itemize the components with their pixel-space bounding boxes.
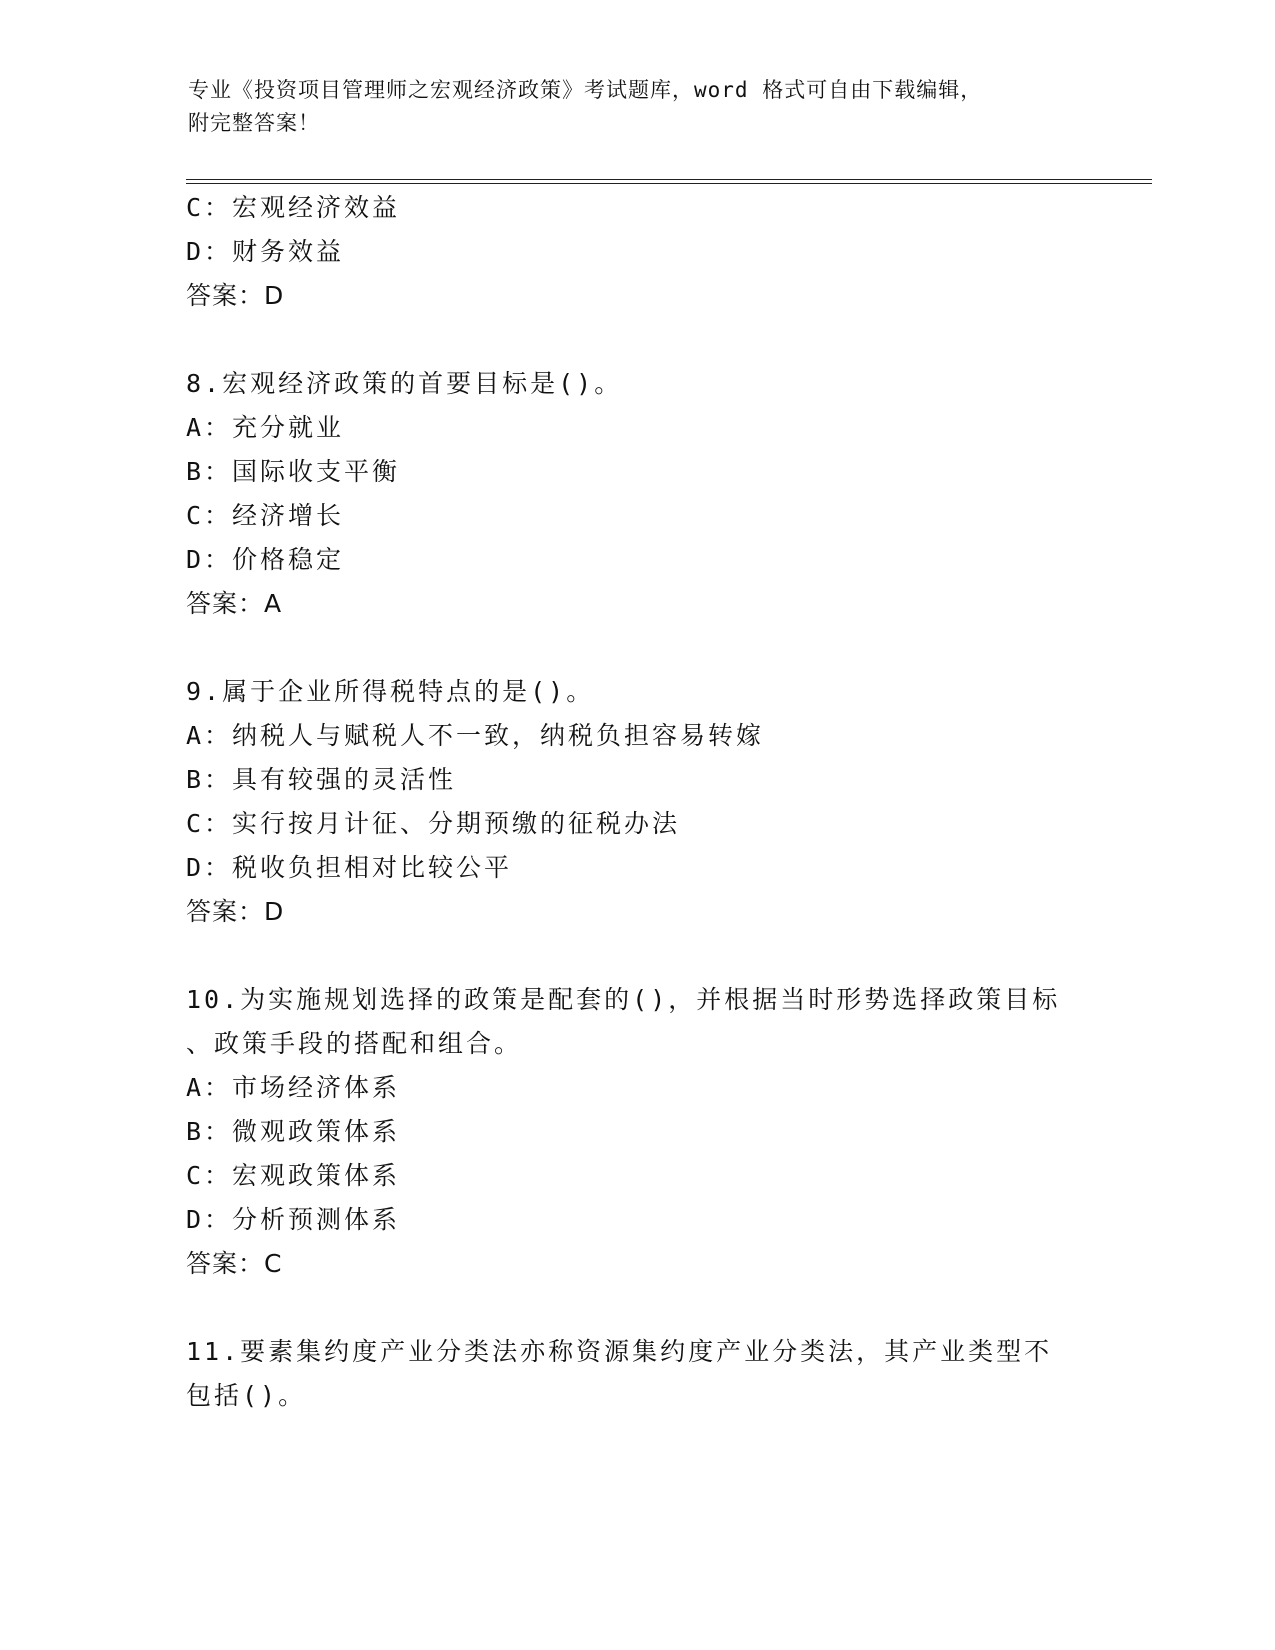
prev-option-c: C：宏观经济效益 <box>186 193 401 222</box>
header-divider-top <box>186 179 1152 180</box>
q10-option-c: C：宏观政策体系 <box>186 1161 401 1190</box>
q8-option-b: B：国际收支平衡 <box>186 457 401 486</box>
q9-option-b: B：具有较强的灵活性 <box>186 765 457 794</box>
q8-option-c: C：经济增长 <box>186 501 345 530</box>
q11-stem-line-1: 11.要素集约度产业分类法亦称资源集约度产业分类法，其产业类型不 <box>186 1337 1053 1366</box>
header-line-2: 附完整答案！ <box>188 111 320 135</box>
q10-answer: 答案：C <box>186 1249 283 1278</box>
prev-option-d: D：财务效益 <box>186 237 345 266</box>
q8-option-a: A：充分就业 <box>186 413 345 442</box>
prev-answer: 答案：D <box>186 281 285 310</box>
q9-stem: 9.属于企业所得税特点的是()。 <box>186 677 595 706</box>
q10-stem-line-2: 、政策手段的搭配和组合。 <box>186 1029 523 1058</box>
q10-option-b: B：微观政策体系 <box>186 1117 401 1146</box>
q10-option-a: A：市场经济体系 <box>186 1073 401 1102</box>
q9-option-c: C：实行按月计征、分期预缴的征税办法 <box>186 809 681 838</box>
q11-stem-line-2: 包括()。 <box>186 1381 307 1410</box>
q8-option-d: D：价格稳定 <box>186 545 345 574</box>
q8-answer: 答案：A <box>186 589 283 618</box>
q8-stem: 8.宏观经济政策的首要目标是()。 <box>186 369 623 398</box>
q9-option-a: A：纳税人与赋税人不一致，纳税负担容易转嫁 <box>186 721 765 750</box>
header-divider-bottom <box>186 183 1152 184</box>
q10-option-d: D：分析预测体系 <box>186 1205 401 1234</box>
q9-option-d: D：税收负担相对比较公平 <box>186 853 513 882</box>
document-header <box>188 74 1088 140</box>
header-line-1: 专业《投资项目管理师之宏观经济政策》考试题库，word 格式可自由下载编辑， <box>188 78 983 102</box>
q10-stem-line-1: 10.为实施规划选择的政策是配套的()，并根据当时形势选择政策目标 <box>186 985 1061 1014</box>
q9-answer: 答案：D <box>186 897 285 926</box>
